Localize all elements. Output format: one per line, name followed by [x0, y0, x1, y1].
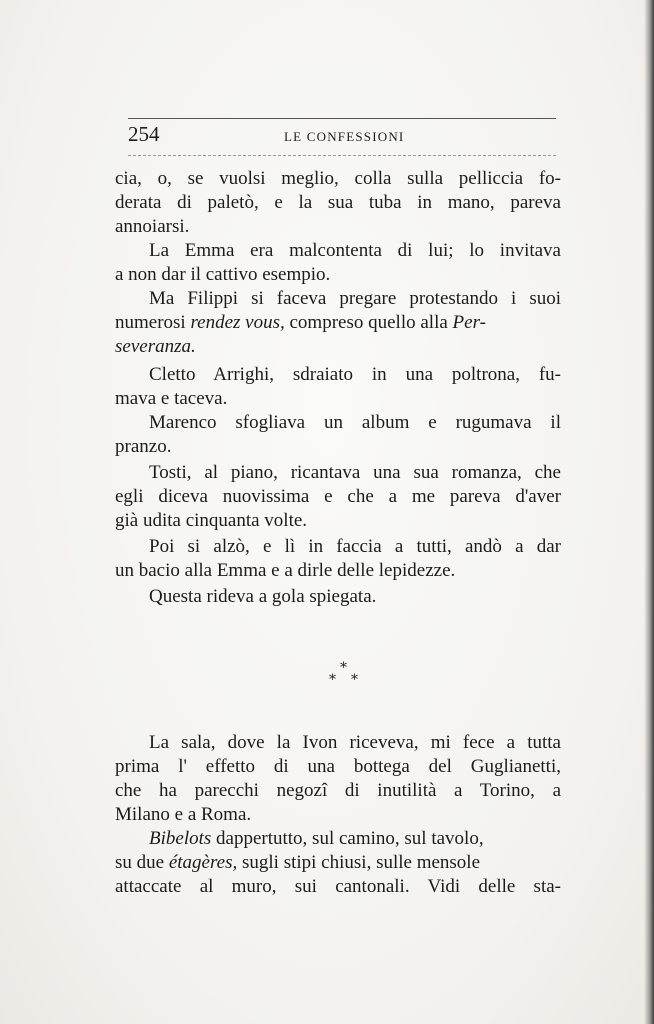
text-line: Cletto Arrighi, sdraiato in una poltrona, fu- — [149, 364, 561, 385]
asterisk: * — [329, 672, 336, 688]
text-line: attaccate al muro, sui cantonali. Vidi delle sta- — [115, 876, 561, 897]
text-line-mixed — [115, 312, 561, 334]
text-line: cia, o, se vuolsi meglio, colla sulla pelliccia fo- — [115, 168, 561, 189]
italic-run: rendez vous, — [190, 312, 285, 333]
text-line: un bacio alla Emma e a dirle delle lepidezze. — [115, 560, 456, 581]
text-line: Poi si alzò, e lì in faccia a tutti, andò a dar — [149, 536, 561, 557]
running-head — [128, 120, 556, 148]
text-line: prima l' effetto di una bottega del Guglianetti, — [115, 756, 561, 777]
header-rule-top — [128, 118, 556, 119]
italic-run: Per- — [452, 312, 486, 333]
text-run: sugli stipi chiusi, sulle mensole — [237, 852, 481, 873]
text-line: Tosti, al piano, ricantava una sua romanza, che — [149, 462, 561, 483]
text-line: La Emma era malcontenta di lui; lo invitava — [149, 240, 561, 261]
asterisk: * — [351, 672, 358, 688]
page-number: 254 — [128, 122, 160, 146]
text-line: egli diceva nuovissima e che a me pareva d'aver — [115, 486, 561, 507]
text-run: su due — [115, 852, 169, 873]
text-line: La sala, dove la Ivon riceveva, mi fece a tutta — [149, 732, 561, 753]
text-run: dappertutto, sul camino, sul tavolo, — [211, 828, 484, 849]
text-line: che ha parecchi negozî di inutilità a Torino, a — [115, 780, 561, 801]
text-line: Questa rideva a gola spiegata. — [149, 586, 377, 607]
text-line: annoiarsi. — [115, 216, 190, 237]
asterisk: * — [340, 660, 347, 676]
italic-run: étagères, — [168, 852, 238, 873]
running-head-title: LE CONFESSIONI — [284, 129, 405, 144]
text-run: compreso quello alla — [284, 312, 453, 333]
page-spine-shadow — [644, 0, 654, 1024]
text-line: a non dar il cattivo esempio. — [115, 264, 331, 285]
text-run: numerosi — [115, 312, 191, 333]
section-break-asterism — [300, 656, 360, 696]
italic-run: severanza. — [115, 336, 196, 357]
text-line-mixed — [115, 852, 561, 874]
text-line: mava e taceva. — [115, 388, 228, 409]
text-line: Milano e a Roma. — [115, 804, 252, 825]
italic-run: Bibelots — [149, 828, 212, 849]
header-rule-bottom — [128, 155, 556, 156]
text-line: Ma Filippi si faceva pregare protestando i suoi — [149, 288, 561, 309]
text-line: già udita cinquanta volte. — [115, 510, 308, 531]
text-line — [115, 336, 561, 358]
text-line: Marenco sfogliava un album e rugumava il — [149, 412, 561, 433]
text-line-mixed — [115, 828, 561, 850]
text-line: derata di paletò, e la sua tuba in mano, pareva — [115, 192, 561, 213]
text-line: pranzo. — [115, 436, 172, 457]
